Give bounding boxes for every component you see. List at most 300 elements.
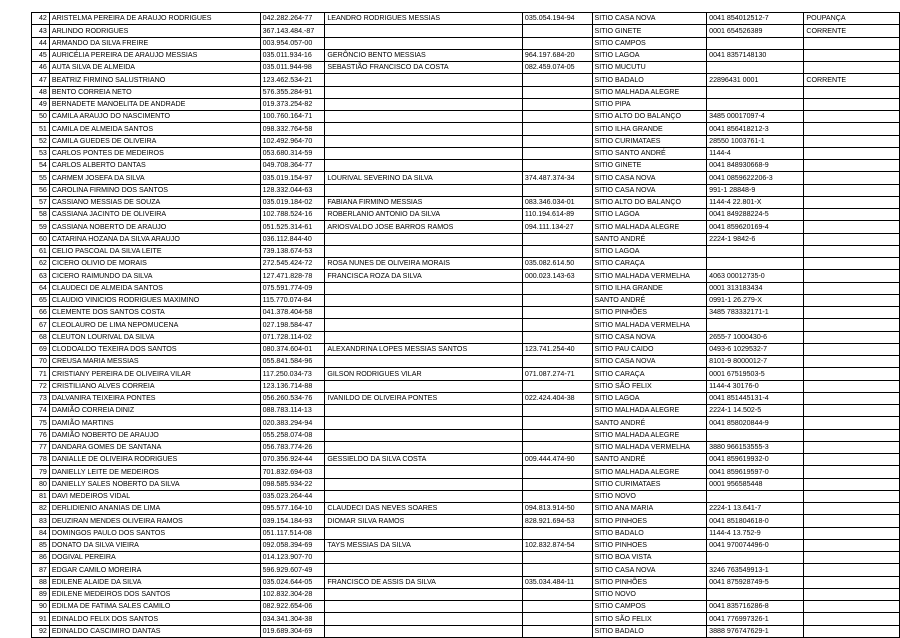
account-type-cell	[804, 196, 900, 208]
table-row	[32, 625, 900, 637]
row-number-cell: 89	[32, 588, 50, 600]
spouse-name-cell	[325, 25, 523, 37]
beneficiary-cpf-cell: 128.332.044-63	[260, 184, 325, 196]
bank-account-cell: 0041 851445131-4	[707, 392, 804, 404]
spouse-cpf-cell: 123.741.254-40	[522, 343, 592, 355]
beneficiary-name-cell: CRISTILIANO ALVES CORREIA	[49, 380, 260, 392]
account-type-cell	[804, 282, 900, 294]
row-number-cell: 65	[32, 294, 50, 306]
spouse-cpf-cell	[522, 429, 592, 441]
account-type-cell	[804, 147, 900, 159]
locality-cell: SITIO MALHADA VERMELHA	[592, 319, 707, 331]
beneficiary-name-cell: DANIELLY SALES NOBERTO DA SILVA	[49, 478, 260, 490]
locality-cell: SITIO CASA NOVA	[592, 184, 707, 196]
spouse-cpf-cell	[522, 86, 592, 98]
spouse-cpf-cell	[522, 625, 592, 637]
spouse-cpf-cell: 102.832.874-54	[522, 539, 592, 551]
beneficiary-cpf-cell: 035.019.184-02	[260, 196, 325, 208]
account-type-cell	[804, 356, 900, 368]
locality-cell: SITIO CASA NOVA	[592, 564, 707, 576]
locality-cell: SANTO ANDRÉ	[592, 294, 707, 306]
beneficiary-name-cell: DONATO DA SILVA VIEIRA	[49, 539, 260, 551]
beneficiary-name-cell: CRISTIANY PEREIRA DE OLIVEIRA VILAR	[49, 368, 260, 380]
account-type-cell	[804, 564, 900, 576]
account-type-cell	[804, 441, 900, 453]
bank-account-cell	[707, 588, 804, 600]
beneficiary-cpf-cell: 035.019.154-97	[260, 172, 325, 184]
spouse-name-cell: GILSON RODRIGUES VILAR	[325, 368, 523, 380]
spouse-cpf-cell	[522, 294, 592, 306]
beneficiary-name-cell: BEATRIZ FIRMINO SALUSTRIANO	[49, 74, 260, 86]
beneficiary-name-cell: BERNADETE MANOELITA DE ANDRADE	[49, 98, 260, 110]
beneficiary-cpf-cell: 102.788.524-16	[260, 209, 325, 221]
row-number-cell: 60	[32, 233, 50, 245]
spouse-name-cell	[325, 552, 523, 564]
locality-cell: SITIO GINETE	[592, 25, 707, 37]
locality-cell: SITIO MALHADA VERMELHA	[592, 441, 707, 453]
table-row	[32, 233, 900, 245]
account-type-cell: CORRENTE	[804, 74, 900, 86]
beneficiary-cpf-cell: 019.373.254-82	[260, 98, 325, 110]
spouse-cpf-cell: 035.034.484-11	[522, 576, 592, 588]
beneficiary-name-cell: CAMILA DE ALMEIDA SANTOS	[49, 123, 260, 135]
beneficiary-cpf-cell: 071.728.114-02	[260, 331, 325, 343]
account-type-cell	[804, 552, 900, 564]
spouse-name-cell	[325, 111, 523, 123]
bank-account-cell: 0041 859620169-4	[707, 221, 804, 233]
spouse-name-cell	[325, 625, 523, 637]
spouse-cpf-cell	[522, 478, 592, 490]
table-row	[32, 123, 900, 135]
account-type-cell	[804, 184, 900, 196]
row-number-cell: 72	[32, 380, 50, 392]
beneficiary-name-cell: CARMEM JOSEFA DA SILVA	[49, 172, 260, 184]
account-type-cell	[804, 245, 900, 257]
beneficiary-cpf-cell: 034.341.304-38	[260, 613, 325, 625]
spouse-cpf-cell	[522, 564, 592, 576]
row-number-cell: 49	[32, 98, 50, 110]
spouse-name-cell	[325, 294, 523, 306]
locality-cell: SITIO MALHADA ALEGRE	[592, 466, 707, 478]
beneficiary-name-cell: CAROLINA FIRMINO DOS SANTOS	[49, 184, 260, 196]
bank-account-cell: 0001 956585448	[707, 478, 804, 490]
account-type-cell	[804, 466, 900, 478]
row-number-cell: 75	[32, 417, 50, 429]
beneficiary-name-cell: CLEOLAURO DE LIMA NEPOMUCENA	[49, 319, 260, 331]
spouse-name-cell	[325, 564, 523, 576]
spouse-name-cell: TAYS MESSIAS DA SILVA	[325, 539, 523, 551]
locality-cell: SITIO CARAÇA	[592, 258, 707, 270]
row-number-cell: 80	[32, 478, 50, 490]
bank-account-cell	[707, 429, 804, 441]
beneficiary-name-cell: CASSIANO MESSIAS DE SOUZA	[49, 196, 260, 208]
table-row	[32, 37, 900, 49]
beneficiary-cpf-cell: 596.929.607-49	[260, 564, 325, 576]
beneficiary-cpf-cell: 576.355.284-91	[260, 86, 325, 98]
spouse-name-cell: ALEXANDRINA LOPES MESSIAS SANTOS	[325, 343, 523, 355]
spouse-name-cell	[325, 282, 523, 294]
beneficiary-cpf-cell: 701.832.694-03	[260, 466, 325, 478]
locality-cell: SITIO CURIMATAES	[592, 478, 707, 490]
spouse-cpf-cell	[522, 307, 592, 319]
locality-cell: SITIO CASA NOVA	[592, 331, 707, 343]
beneficiary-cpf-cell: 098.585.934-22	[260, 478, 325, 490]
locality-cell: SITIO NOVO	[592, 490, 707, 502]
spouse-cpf-cell: 000.023.143-63	[522, 270, 592, 282]
bank-account-cell	[707, 552, 804, 564]
beneficiary-name-cell: EDILENE ALAIDE DA SILVA	[49, 576, 260, 588]
beneficiary-name-cell: CREUSA MARIA MESSIAS	[49, 356, 260, 368]
locality-cell: SITIO PINHOES	[592, 515, 707, 527]
row-number-cell: 77	[32, 441, 50, 453]
beneficiary-name-cell: BENTO CORREIA NETO	[49, 86, 260, 98]
bank-account-cell: 0041 849288224-5	[707, 209, 804, 221]
locality-cell: SITIO PIPA	[592, 98, 707, 110]
locality-cell: SITIO MALHADA ALEGRE	[592, 221, 707, 233]
locality-cell: SITIO ILHA GRANDE	[592, 123, 707, 135]
bank-account-cell	[707, 490, 804, 502]
spouse-cpf-cell	[522, 466, 592, 478]
account-type-cell	[804, 37, 900, 49]
beneficiary-cpf-cell: 035.024.644-05	[260, 576, 325, 588]
table-row	[32, 441, 900, 453]
bank-account-cell	[707, 62, 804, 74]
spouse-name-cell	[325, 466, 523, 478]
beneficiary-name-cell: CAMILA ARAUJO DO NASCIMENTO	[49, 111, 260, 123]
beneficiary-cpf-cell: 739.138.674-53	[260, 245, 325, 257]
bank-account-cell	[707, 319, 804, 331]
account-type-cell	[804, 294, 900, 306]
account-type-cell	[804, 417, 900, 429]
spouse-cpf-cell: 110.194.614-89	[522, 209, 592, 221]
account-type-cell	[804, 454, 900, 466]
spouse-cpf-cell	[522, 184, 592, 196]
beneficiary-name-cell: DAMIÃO NOBERTO DE ARAUJO	[49, 429, 260, 441]
spouse-name-cell	[325, 490, 523, 502]
beneficiary-name-cell: CATARINA HOZANA DA SILVA ARAUJO	[49, 233, 260, 245]
spouse-name-cell	[325, 429, 523, 441]
beneficiary-name-cell: CASSIANA NOBERTO DE ARAUJO	[49, 221, 260, 233]
bank-account-cell: 22896431 0001	[707, 74, 804, 86]
spouse-name-cell	[325, 160, 523, 172]
row-number-cell: 58	[32, 209, 50, 221]
bank-account-cell: 0001 313183434	[707, 282, 804, 294]
row-number-cell: 46	[32, 62, 50, 74]
locality-cell: SITIO CASA NOVA	[592, 13, 707, 25]
spouse-name-cell	[325, 86, 523, 98]
spouse-name-cell	[325, 147, 523, 159]
locality-cell: SITIO ALTO DO BALANÇO	[592, 196, 707, 208]
account-type-cell	[804, 270, 900, 282]
beneficiary-cpf-cell: 035.023.264-44	[260, 490, 325, 502]
table-row	[32, 172, 900, 184]
table-row	[32, 601, 900, 613]
spouse-cpf-cell: 082.459.074-05	[522, 62, 592, 74]
table-row	[32, 405, 900, 417]
spouse-cpf-cell: 964.197.684-20	[522, 49, 592, 61]
beneficiary-cpf-cell: 088.783.114-13	[260, 405, 325, 417]
row-number-cell: 83	[32, 515, 50, 527]
account-type-cell	[804, 221, 900, 233]
table-row	[32, 307, 900, 319]
table-row	[32, 147, 900, 159]
row-number-cell: 51	[32, 123, 50, 135]
locality-cell: SITIO LAGOA	[592, 209, 707, 221]
table-row	[32, 282, 900, 294]
locality-cell: SITIO CARAÇA	[592, 368, 707, 380]
account-type-cell	[804, 331, 900, 343]
locality-cell: SITIO SANTO ANDRÉ	[592, 147, 707, 159]
row-number-cell: 43	[32, 25, 50, 37]
row-number-cell: 63	[32, 270, 50, 282]
bank-account-cell: 991-1 28848-9	[707, 184, 804, 196]
account-type-cell	[804, 98, 900, 110]
beneficiary-cpf-cell: 127.471.828-78	[260, 270, 325, 282]
spouse-cpf-cell: 828.921.694-53	[522, 515, 592, 527]
spouse-cpf-cell	[522, 245, 592, 257]
account-type-cell	[804, 392, 900, 404]
table-row	[32, 245, 900, 257]
beneficiary-name-cell: AUTA SILVA DE ALMEIDA	[49, 62, 260, 74]
beneficiary-name-cell: CARLOS ALBERTO DANTAS	[49, 160, 260, 172]
locality-cell: SITIO GINETE	[592, 160, 707, 172]
beneficiary-name-cell: CARLOS PONTES DE MEDEIROS	[49, 147, 260, 159]
beneficiary-cpf-cell: 053.680.314-59	[260, 147, 325, 159]
spouse-name-cell: SEBASTIÃO FRANCISCO DA COSTA	[325, 62, 523, 74]
beneficiary-name-cell: DANIELLY LEITE DE MEDEIROS	[49, 466, 260, 478]
row-number-cell: 53	[32, 147, 50, 159]
beneficiary-name-cell: EDGAR CAMILO MOREIRA	[49, 564, 260, 576]
account-type-cell	[804, 490, 900, 502]
table-row	[32, 380, 900, 392]
spouse-cpf-cell	[522, 356, 592, 368]
table-row	[32, 343, 900, 355]
beneficiary-cpf-cell: 003.954.057-00	[260, 37, 325, 49]
bank-account-cell: 3888 976747629-1	[707, 625, 804, 637]
table-row	[32, 270, 900, 282]
beneficiary-name-cell: DERLIDIENIO ANANIAS DE LIMA	[49, 503, 260, 515]
table-row	[32, 466, 900, 478]
bank-account-cell: 0041 8357148130	[707, 49, 804, 61]
bank-account-cell: 4063 00012735-0	[707, 270, 804, 282]
spouse-cpf-cell: 071.087.274-71	[522, 368, 592, 380]
beneficiary-cpf-cell: 117.250.034-73	[260, 368, 325, 380]
table-row	[32, 515, 900, 527]
row-number-cell: 69	[32, 343, 50, 355]
spouse-cpf-cell	[522, 282, 592, 294]
bank-account-cell: 0001 67519503-5	[707, 368, 804, 380]
locality-cell: SITIO PAU CAIDO	[592, 343, 707, 355]
locality-cell: SITIO ANA MARIA	[592, 503, 707, 515]
row-number-cell: 82	[32, 503, 50, 515]
beneficiary-cpf-cell: 092.058.394-69	[260, 539, 325, 551]
beneficiary-name-cell: EDINALDO CASCIMIRO DANTAS	[49, 625, 260, 637]
row-number-cell: 78	[32, 454, 50, 466]
bank-account-cell	[707, 245, 804, 257]
table-row	[32, 368, 900, 380]
table-row	[32, 588, 900, 600]
spouse-cpf-cell	[522, 25, 592, 37]
beneficiary-cpf-cell: 036.112.844-40	[260, 233, 325, 245]
bank-account-cell: 8101-9 8000012-7	[707, 356, 804, 368]
locality-cell: SITIO PINHÕES	[592, 307, 707, 319]
bank-account-cell	[707, 86, 804, 98]
beneficiary-cpf-cell: 102.832.304-28	[260, 588, 325, 600]
beneficiary-cpf-cell: 051.525.314-61	[260, 221, 325, 233]
beneficiary-name-cell: CICERO RAIMUNDO DA SILVA	[49, 270, 260, 282]
account-type-cell	[804, 527, 900, 539]
spouse-cpf-cell	[522, 319, 592, 331]
row-number-cell: 56	[32, 184, 50, 196]
beneficiary-name-cell: DOMINGOS PAULO DOS SANTOS	[49, 527, 260, 539]
bank-account-cell: 0041 875928749-5	[707, 576, 804, 588]
bank-account-cell: 2224-1 14.502-5	[707, 405, 804, 417]
account-type-cell	[804, 429, 900, 441]
bank-account-cell: 0041 858020844-9	[707, 417, 804, 429]
bank-account-cell	[707, 258, 804, 270]
table-row	[32, 503, 900, 515]
account-type-cell	[804, 380, 900, 392]
account-type-cell	[804, 319, 900, 331]
beneficiary-cpf-cell: 100.760.164-71	[260, 111, 325, 123]
spouse-name-cell	[325, 123, 523, 135]
beneficiary-table	[31, 12, 900, 638]
table-row	[32, 319, 900, 331]
spouse-cpf-cell	[522, 601, 592, 613]
beneficiary-cpf-cell: 055.841.584-96	[260, 356, 325, 368]
account-type-cell: CORRENTE	[804, 25, 900, 37]
row-number-cell: 90	[32, 601, 50, 613]
beneficiary-name-cell: DANDARA GOMES DE SANTANA	[49, 441, 260, 453]
beneficiary-cpf-cell: 055.258.074-08	[260, 429, 325, 441]
beneficiary-name-cell: DAMIÃO MARTINS	[49, 417, 260, 429]
locality-cell: SITIO BADALO	[592, 74, 707, 86]
account-type-cell	[804, 209, 900, 221]
spouse-cpf-cell	[522, 98, 592, 110]
table-row	[32, 429, 900, 441]
spouse-cpf-cell	[522, 111, 592, 123]
table-row	[32, 478, 900, 490]
beneficiary-name-cell: CLAUDIO VINICIOS RODRIGUES MAXIMINO	[49, 294, 260, 306]
table-row	[32, 135, 900, 147]
table-row	[32, 221, 900, 233]
account-type-cell	[804, 478, 900, 490]
locality-cell: SITIO NOVO	[592, 588, 707, 600]
spouse-name-cell	[325, 613, 523, 625]
bank-account-cell: 0001 654526389	[707, 25, 804, 37]
locality-cell: SITIO CASA NOVA	[592, 356, 707, 368]
spouse-name-cell: LEANDRO RODRIGUES MESSIAS	[325, 13, 523, 25]
bank-account-cell: 0041 970074496-0	[707, 539, 804, 551]
beneficiary-cpf-cell: 020.383.294-94	[260, 417, 325, 429]
spouse-name-cell	[325, 135, 523, 147]
spouse-cpf-cell	[522, 233, 592, 245]
spouse-name-cell	[325, 441, 523, 453]
row-number-cell: 88	[32, 576, 50, 588]
beneficiary-cpf-cell: 035.011.934-16	[260, 49, 325, 61]
account-type-cell	[804, 368, 900, 380]
locality-cell: SITIO LAGOA	[592, 245, 707, 257]
locality-cell: SANTO ANDRÉ	[592, 454, 707, 466]
spouse-name-cell	[325, 417, 523, 429]
spouse-name-cell: DIOMAR SILVA RAMOS	[325, 515, 523, 527]
beneficiary-cpf-cell: 056.260.534-76	[260, 392, 325, 404]
bank-account-cell: 3485 00017097-4	[707, 111, 804, 123]
spouse-cpf-cell	[522, 490, 592, 502]
beneficiary-cpf-cell: 035.011.944-98	[260, 62, 325, 74]
beneficiary-cpf-cell: 049.708.364-77	[260, 160, 325, 172]
account-type-cell	[804, 539, 900, 551]
spouse-cpf-cell	[522, 527, 592, 539]
table-row	[32, 25, 900, 37]
account-type-cell	[804, 405, 900, 417]
row-number-cell: 54	[32, 160, 50, 172]
spouse-cpf-cell	[522, 380, 592, 392]
beneficiary-name-cell: AURICÉLIA PEREIRA DE ARAUJO MESSIAS	[49, 49, 260, 61]
row-number-cell: 71	[32, 368, 50, 380]
row-number-cell: 68	[32, 331, 50, 343]
spouse-cpf-cell: 009.444.474-90	[522, 454, 592, 466]
bank-account-cell: 0041 854012512-7	[707, 13, 804, 25]
beneficiary-cpf-cell: 039.154.184-93	[260, 515, 325, 527]
bank-account-cell: 2224-1 9842-6	[707, 233, 804, 245]
table-row	[32, 209, 900, 221]
beneficiary-name-cell: ARLINDO RODRIGUES	[49, 25, 260, 37]
account-type-cell	[804, 172, 900, 184]
row-number-cell: 52	[32, 135, 50, 147]
beneficiary-cpf-cell: 115.770.074-84	[260, 294, 325, 306]
spouse-cpf-cell	[522, 441, 592, 453]
bank-account-cell: 2655-7 1000430-6	[707, 331, 804, 343]
spouse-name-cell	[325, 37, 523, 49]
beneficiary-cpf-cell: 056.783.774-26	[260, 441, 325, 453]
beneficiary-name-cell: DAVI MEDEIROS VIDAL	[49, 490, 260, 502]
spouse-name-cell: FRANCISCO DE ASSIS DA SILVA	[325, 576, 523, 588]
spouse-name-cell: LOURIVAL SEVERINO DA SILVA	[325, 172, 523, 184]
table-row	[32, 552, 900, 564]
account-type-cell	[804, 135, 900, 147]
locality-cell: SITIO MUCUTU	[592, 62, 707, 74]
spouse-name-cell: ROBERLANIO ANTONIO DA SILVA	[325, 209, 523, 221]
table-row	[32, 98, 900, 110]
locality-cell: SANTO ANDRÉ	[592, 233, 707, 245]
bank-account-cell	[707, 37, 804, 49]
beneficiary-name-cell: CLODOALDO TEXEIRA DOS SANTOS	[49, 343, 260, 355]
spouse-name-cell: GESSIELDO DA SILVA COSTA	[325, 454, 523, 466]
table-row	[32, 160, 900, 172]
table-row	[32, 613, 900, 625]
table-row	[32, 576, 900, 588]
locality-cell: SITIO PINHÕES	[592, 576, 707, 588]
bank-account-cell: 0041 851804618-0	[707, 515, 804, 527]
account-type-cell	[804, 160, 900, 172]
bank-account-cell: 1144-4 30176-0	[707, 380, 804, 392]
beneficiary-name-cell: CLAUDECI DE ALMEIDA SANTOS	[49, 282, 260, 294]
beneficiary-cpf-cell: 027.198.584-47	[260, 319, 325, 331]
spouse-cpf-cell	[522, 552, 592, 564]
spouse-cpf-cell	[522, 417, 592, 429]
locality-cell: SITIO BADALO	[592, 625, 707, 637]
table-row	[32, 74, 900, 86]
account-type-cell: POUPANÇA	[804, 13, 900, 25]
spouse-cpf-cell	[522, 123, 592, 135]
spouse-cpf-cell	[522, 331, 592, 343]
row-number-cell: 91	[32, 613, 50, 625]
locality-cell: SITIO PINHOES	[592, 539, 707, 551]
spouse-cpf-cell	[522, 160, 592, 172]
spouse-name-cell	[325, 356, 523, 368]
beneficiary-name-cell: CAMILA GUEDES DE OLIVEIRA	[49, 135, 260, 147]
